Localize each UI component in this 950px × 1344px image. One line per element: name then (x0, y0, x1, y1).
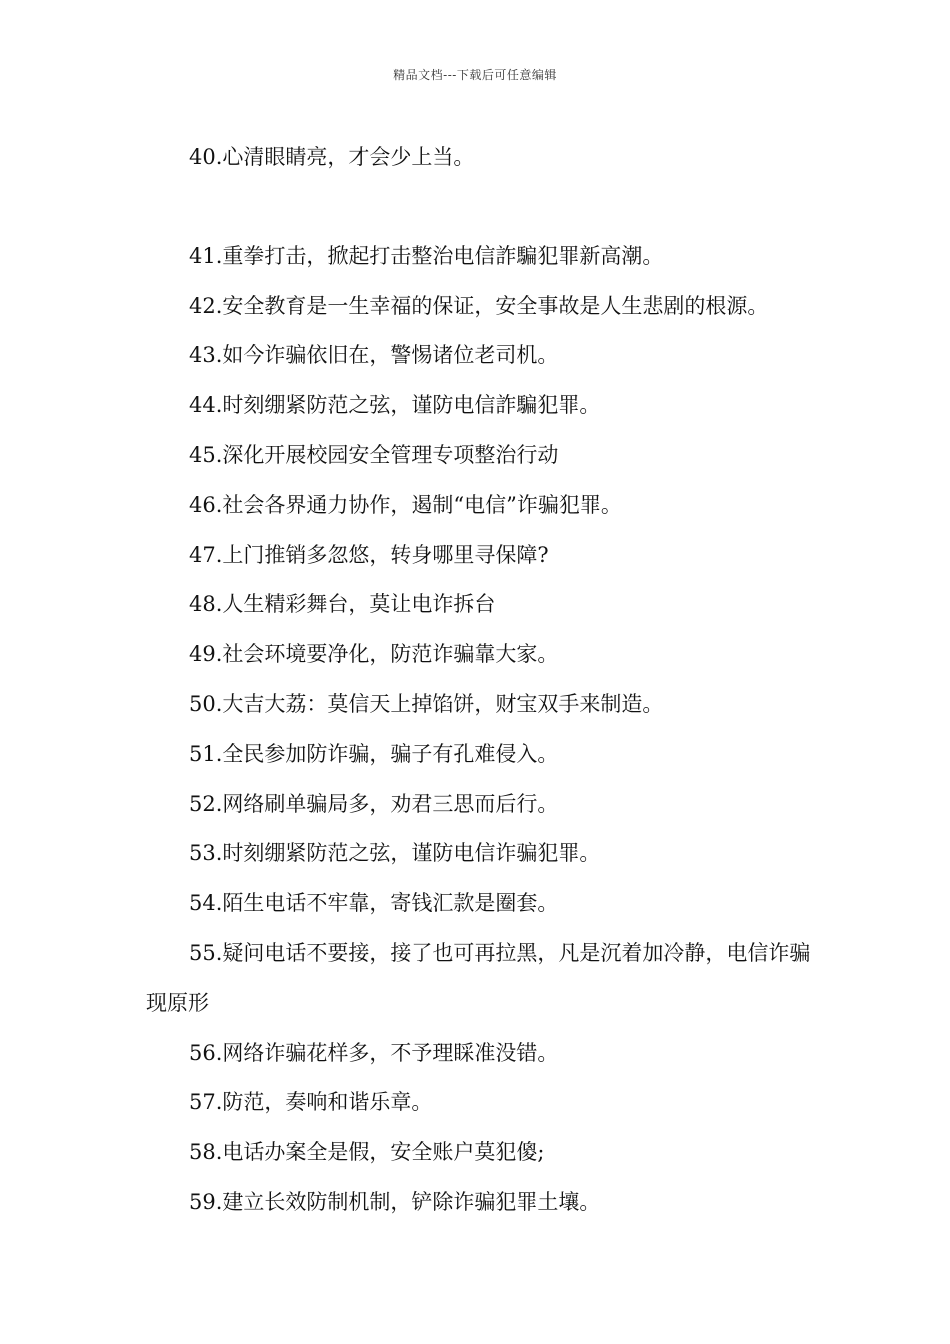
list-item: 51.全民参加防诈骗，骗子有孔难侵入。 (189, 741, 559, 766)
list-item: 52.网络刷单骗局多，劝君三思而后行。 (189, 791, 559, 816)
list-item: 40.心清眼睛亮，才会少上当。 (189, 145, 475, 169)
page-header: 精品文档---下载后可任意编辑 (393, 68, 557, 82)
list-item: 43.如今诈骗依旧在，警惕诸位老司机。 (189, 343, 559, 368)
list-item: 57.防范，奏响和谐乐章。 (189, 1090, 433, 1115)
list-item: 54.陌生电话不牢靠，寄钱汇款是圈套。 (189, 891, 559, 916)
list-item: 46.社会各界通力协作，遏制“电信”诈骗犯罪。 (189, 492, 622, 517)
list-item: 49.社会环境要净化，防范诈骗靠大家。 (189, 642, 559, 667)
list-item: 53.时刻绷紧防范之弦，谨防电信诈骗犯罪。 (189, 841, 601, 866)
list-item: 55.疑问电话不要接，接了也可再拉黑，凡是沉着加冷静，电信诈骗现原形 (146, 940, 811, 1015)
list-item: 47.上门推销多忽悠，转身哪里寻保障? (189, 542, 549, 567)
slogan-list (146, 133, 826, 1228)
list-item: 58.电话办案全是假，安全账户莫犯傻; (189, 1140, 545, 1165)
list-item: 50.大吉大荔：莫信天上掉馅饼，财宝双手来制造。 (189, 691, 664, 716)
list-item: 45.深化开展校园安全管理专项整治行动 (189, 442, 559, 467)
list-item: 44.时刻绷紧防范之弦，谨防电信詐騙犯罪。 (189, 393, 601, 418)
list-item: 42.安全教育是一生幸福的保证，安全事故是人生悲剧的根源。 (189, 293, 769, 318)
list-item: 59.建立长效防制机制，铲除诈骗犯罪土壤。 (189, 1189, 601, 1214)
list-item: 48.人生精彩舞台，莫让电诈拆台 (189, 592, 496, 617)
list-item: 41.重拳打击，掀起打击整治电信詐騙犯罪新高潮。 (189, 243, 664, 268)
list-item: 56.网络诈骗花样多，不予理睬准没错。 (189, 1040, 559, 1065)
